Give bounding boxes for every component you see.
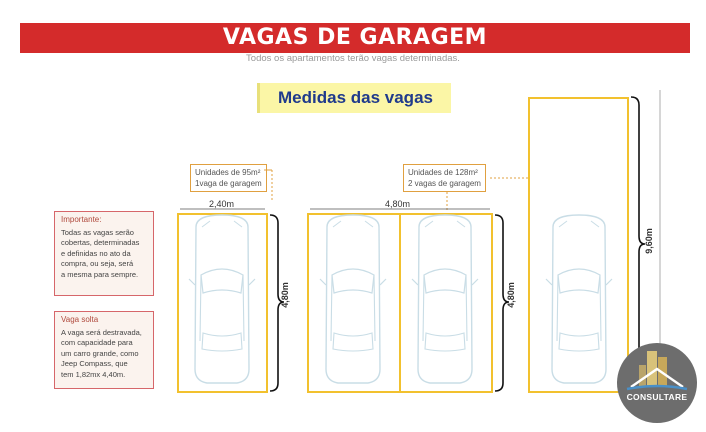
logo-text: CONSULTARE <box>626 392 688 402</box>
unit-95-line1: Unidades de 95m² <box>195 168 261 177</box>
important-note-line: compra, ou seja, será <box>61 259 134 268</box>
unit-95-line2: 1vaga de garagem <box>195 179 262 188</box>
building-icon <box>617 343 697 423</box>
unit-128-line2: 2 vagas de garagem <box>408 179 481 188</box>
consultare-logo <box>617 343 697 423</box>
double-width-label: 4,80m <box>385 199 411 209</box>
loose-spot-note-line: A vaga será destravada, <box>61 327 142 337</box>
important-note-line: a mesma para sempre. <box>61 269 139 279</box>
single-width-label: 2,40m <box>209 199 235 209</box>
car-outline <box>412 215 478 383</box>
double-length-label: 4,80m <box>505 282 516 308</box>
loose-spot-note-title: Vaga solta <box>61 315 99 324</box>
loose-spot-note-line: com capacidade para <box>61 338 133 347</box>
loose-spot-note-line: tem 1,82mx 4,40m. <box>61 369 126 379</box>
car-outline <box>546 215 612 383</box>
loose-spot-note-line: Jeep Compass, que <box>61 359 128 368</box>
single-length-label: 4,80m <box>279 282 290 308</box>
car-outline <box>320 215 386 383</box>
important-note-line: cobertas, determinadas <box>61 238 140 247</box>
important-note-title: Importante: <box>61 215 102 224</box>
important-note-line: e definidas no ato da <box>61 248 131 258</box>
long-length-label: 9,60m <box>643 228 654 254</box>
subtitle: Todos os apartamentos terão vagas determinadas. <box>246 53 460 64</box>
car-outline <box>189 215 255 383</box>
title-banner: VAGAS DE GARAGEM <box>20 23 690 53</box>
important-note-line: Todas as vagas serão <box>61 227 134 237</box>
measures-label: Medidas das vagas <box>257 83 451 113</box>
loose-spot-note-line: um carro grande, como <box>61 348 139 358</box>
unit-128-line1: Unidades de 128m² <box>408 168 478 177</box>
